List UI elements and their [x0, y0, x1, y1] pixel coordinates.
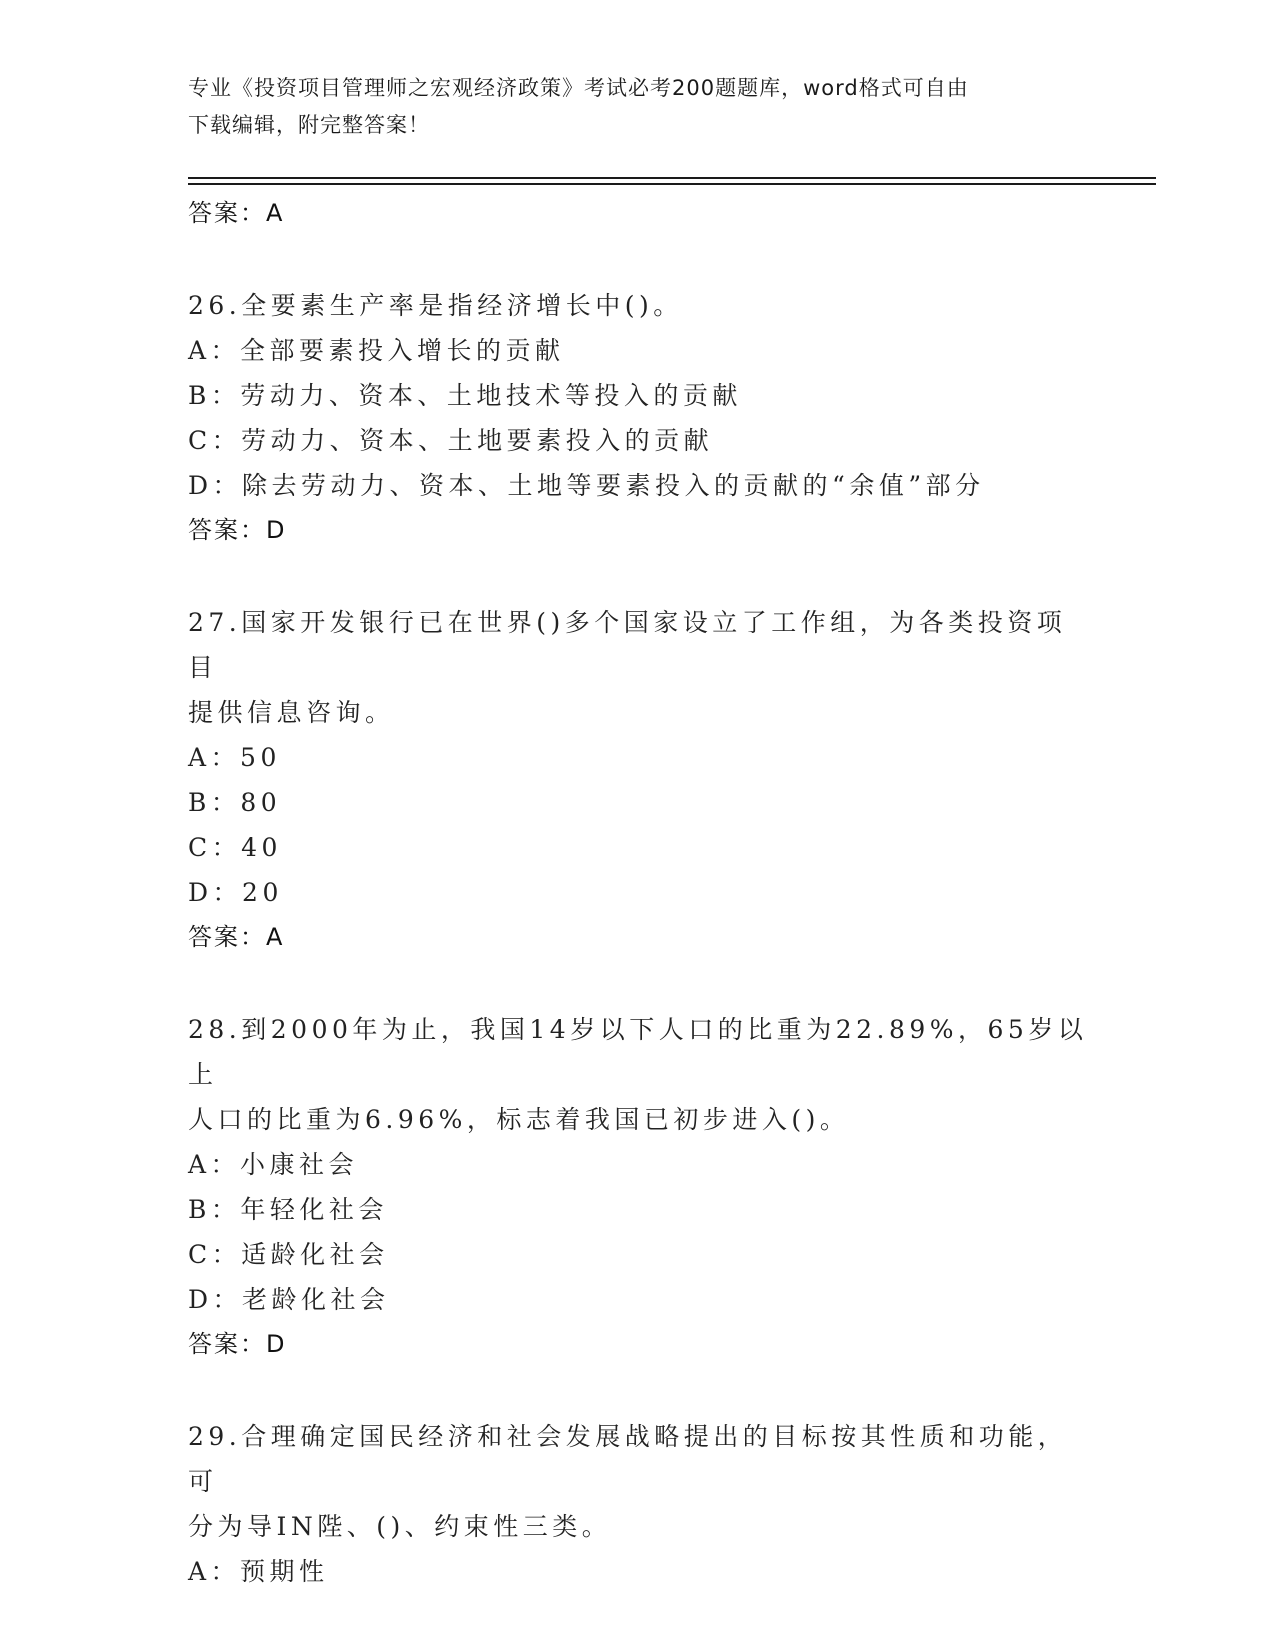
option-a: A：预期性 [188, 1557, 329, 1586]
option-c: C：劳动力、资本、土地要素投入的贡献 [188, 426, 714, 455]
option-a: A：全部要素投入增长的贡献 [188, 336, 565, 365]
option-b: B：劳动力、资本、土地技术等投入的贡献 [188, 381, 742, 410]
question-29 [188, 1414, 1088, 1594]
question-28 [188, 1007, 1088, 1367]
document-header [188, 70, 1068, 144]
header-rule-bottom [188, 183, 1156, 185]
option-b: B：年轻化社会 [188, 1195, 388, 1224]
question-stem: 28.到2000年为止，我国14岁以下人口的比重为22.89%，65岁以上 [188, 1015, 1088, 1089]
question-stem-continued: 人口的比重为6.96%，标志着我国已初步进入()。 [188, 1105, 850, 1134]
option-a: A：50 [188, 743, 281, 772]
header-line-2: 下载编辑，附完整答案！ [188, 113, 430, 137]
header-line-1: 专业《投资项目管理师之宏观经济政策》考试必考200题题库，word格式可自由 [188, 76, 969, 100]
answer-line: 答案：A [188, 199, 285, 227]
option-b: B：80 [188, 788, 282, 817]
question-stem-continued: 分为导IN陛、()、约束性三类。 [188, 1512, 612, 1541]
question-stem-continued: 提供信息咨询。 [188, 698, 395, 727]
question-27 [188, 600, 1088, 960]
option-d: D：20 [188, 878, 283, 907]
answer-line: 答案：D [188, 1330, 287, 1358]
question-stem: 27.国家开发银行已在世界()多个国家设立了工作组，为各类投资项目 [188, 608, 1067, 682]
answer-line: 答案：A [188, 923, 285, 951]
question-list [188, 191, 1088, 1594]
option-a: A：小康社会 [188, 1150, 359, 1179]
option-c: C：适龄化社会 [188, 1240, 389, 1269]
option-d: D：除去劳动力、资本、土地等要素投入的贡献的“余值”部分 [188, 471, 985, 500]
option-c: C：40 [188, 833, 282, 862]
answer-line: 答案：D [188, 516, 287, 544]
question-stem: 26.全要素生产率是指经济增长中()。 [188, 291, 683, 320]
question-26 [188, 283, 1088, 553]
question-stem: 29.合理确定国民经济和社会发展战略提出的目标按其性质和功能，可 [188, 1422, 1068, 1496]
header-rule-top [188, 177, 1156, 179]
option-d: D：老龄化社会 [188, 1285, 390, 1314]
